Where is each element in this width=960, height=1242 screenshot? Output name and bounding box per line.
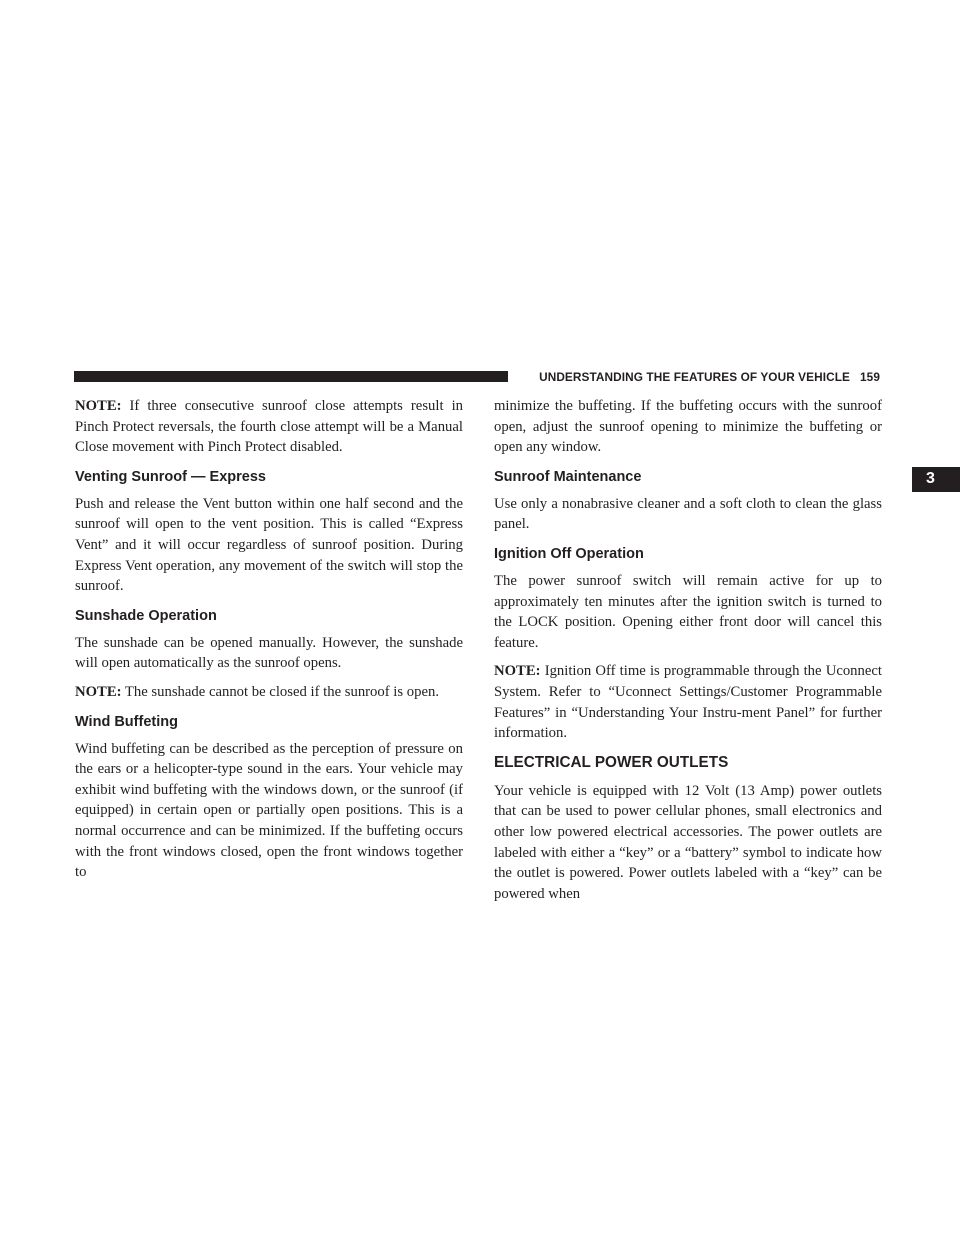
note-label: NOTE: <box>494 663 541 680</box>
outlets-paragraph: Your vehicle is equipped with 12 Volt (13 Amp) power outlets that can be used to power cellular phones, small electronics and other low powered electrical accessories. The power outlets are labeled with either a “key” or a “battery” symbol to indicate how the outlet is powered. Power outlets labeled with a “key” can be powered when <box>494 782 882 902</box>
wind-paragraph: Wind buffeting can be described as the perception of pressure on the ears or a helicopter-type sound in the ears. Your vehicle may exhibit wind buffeting with the windows down, or the sunroof (if equipped) in certain open or partially open positions. This is a normal occurrence and can be minimized. If the buffeting occurs with the front windows closed, open the front windows together to <box>75 740 463 881</box>
chapter-number: 3 <box>926 470 935 487</box>
running-header <box>516 368 880 386</box>
note-label: NOTE: <box>75 398 122 414</box>
section-heading-maintenance: Sunroof Maintenance <box>494 468 642 485</box>
note-text: The sunshade cannot be closed if the sunroof is open. <box>121 683 439 700</box>
note-label: NOTE: <box>75 683 122 700</box>
right-column <box>494 396 882 912</box>
note-paragraph <box>75 396 463 458</box>
section-heading-wind: Wind Buffeting <box>75 713 178 730</box>
note-text: Ignition Off time is programmable through the Uconnect System. Refer to “Uconnect Settings/Customer Programmable Features” in “Understanding Your Instru-ment Panel” for further information. <box>494 663 882 742</box>
note-paragraph <box>494 661 882 743</box>
section-heading-sunshade: Sunshade Operation <box>75 607 217 624</box>
left-column <box>75 396 463 891</box>
maintenance-paragraph: Use only a nonabrasive cleaner and a soft cloth to clean the glass panel. <box>494 495 882 533</box>
section-heading-venting: Venting Sunroof — Express <box>75 468 266 485</box>
header-rule <box>74 371 508 382</box>
note-paragraph <box>75 682 463 703</box>
venting-paragraph: Push and release the Vent button within one half second and the sunroof will open to the vent position. This is called “Express Vent” and it will occur regardless of sunroof position. During Express Vent operation, any movement of the switch will stop the sunroof. <box>75 495 463 595</box>
header-title: UNDERSTANDING THE FEATURES OF YOUR VEHICLE <box>539 370 851 384</box>
wind-continued-paragraph: minimize the buffeting. If the buffeting occurs with the sunroof open, adjust the sunroof opening to minimize the buffeting or open any window. <box>494 398 882 456</box>
note-text: If three consecutive sunroof close attempts result in Pinch Protect reversals, the fourth close attempt will be a Manual Close movement with Pinch Protect disabled. <box>75 398 463 456</box>
page-number: 159 <box>860 370 880 384</box>
sunshade-paragraph: The sunshade can be opened manually. However, the sunshade will open automatically as the sunroof opens. <box>75 634 463 672</box>
section-heading-ignition: Ignition Off Operation <box>494 545 644 562</box>
chapter-tab <box>912 467 960 492</box>
ignition-paragraph: The power sunroof switch will remain active for up to approximately ten minutes after the ignition switch is turned to the LOCK position. Opening either front door will cancel this feature. <box>494 572 882 651</box>
section-heading-outlets: ELECTRICAL POWER OUTLETS <box>494 753 729 771</box>
